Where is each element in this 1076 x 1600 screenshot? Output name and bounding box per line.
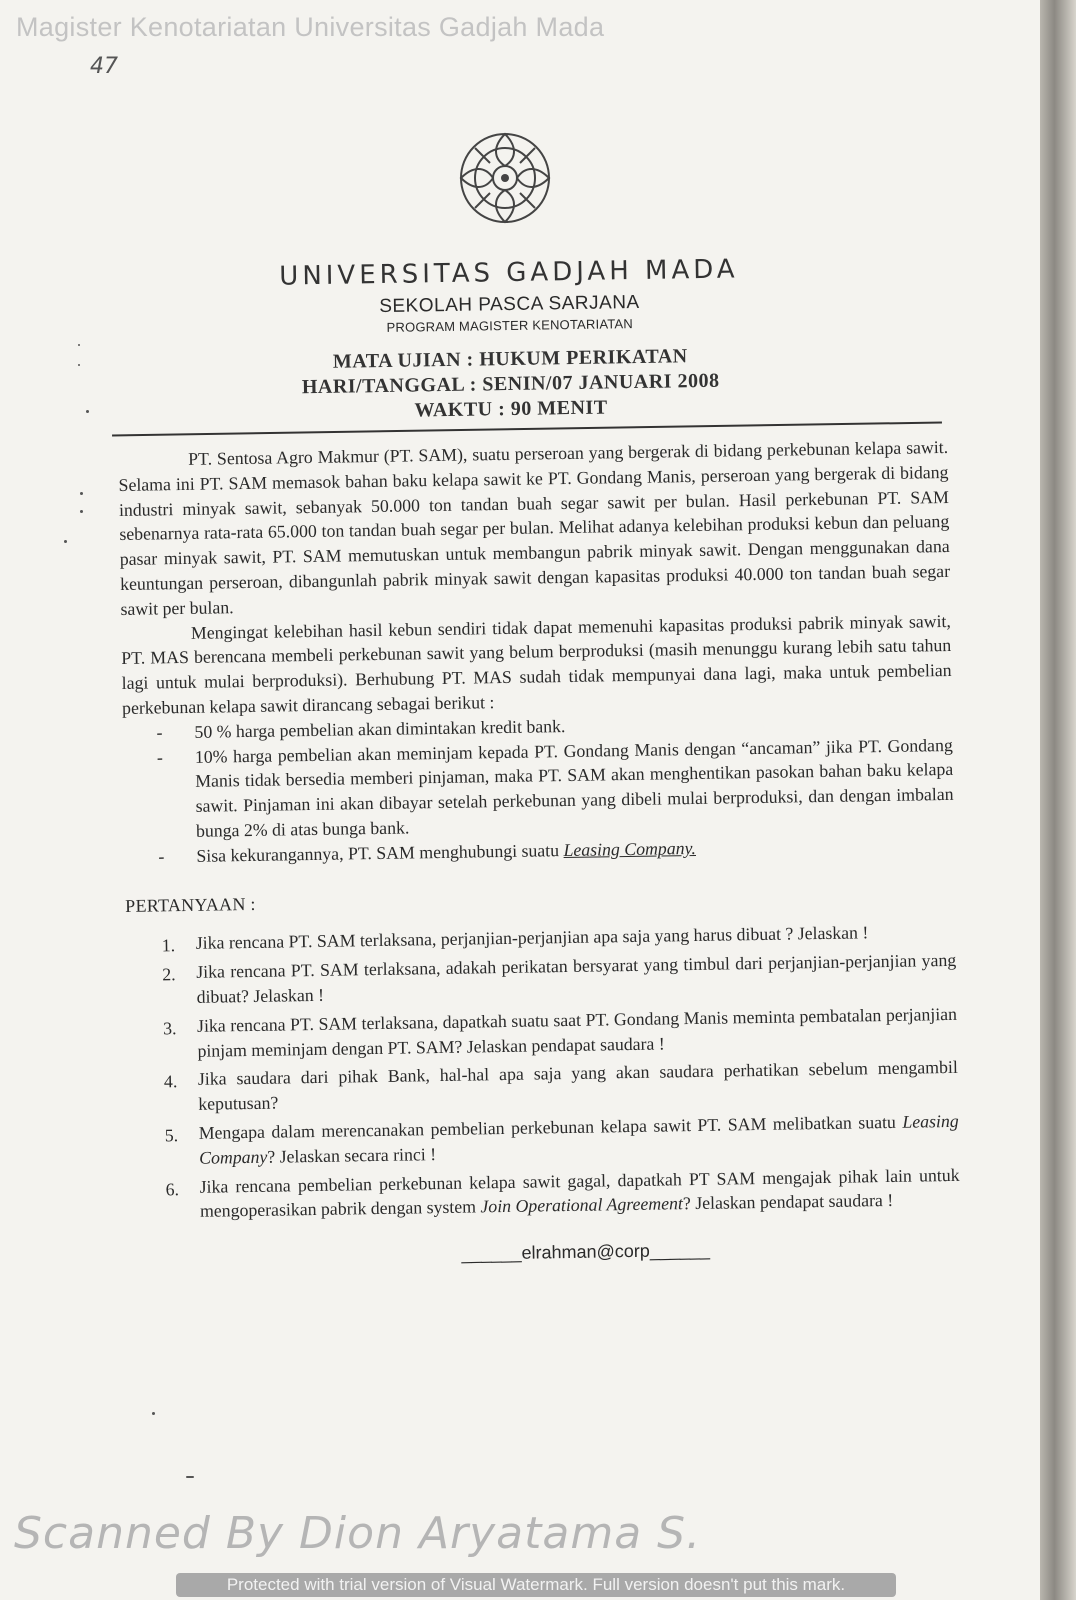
scan-speck [80, 492, 83, 495]
exam-body [118, 435, 961, 1272]
scan-speck [80, 510, 83, 513]
question-item [129, 1162, 960, 1225]
question-number: 1. [161, 935, 176, 956]
scanner-credit-watermark: Scanned By Dion Aryatama S. [14, 1508, 702, 1559]
question-item [127, 1002, 958, 1065]
scan-speck [78, 344, 80, 346]
question-number: 3. [162, 1017, 177, 1039]
scan-speck [186, 1476, 194, 1478]
university-name: UNIVERSITAS GADJAH MADA [279, 254, 739, 292]
exam-header [199, 253, 821, 427]
bullet-dash: - [156, 746, 163, 767]
question-number: 4. [163, 1071, 178, 1092]
question-text: ? Jelaskan secara rinci ! [267, 1143, 437, 1167]
exam-subject: MATA UJIAN : HUKUM PERIKATAN [332, 345, 688, 373]
case-paragraph-2: Mengingat kelebihan hasil kebun sendiri tidak dapat memenuhi kapasitas produksi pabrik minyak sawit, PT. MAS berencana membeli perkebunan sawit yang belum berproduksi (masih menunggu kurang lebih satu tahun lagi untuk mulai berproduksi). Berhubung PT. MAS sudah tidak mempunyai dana lagi, maka untuk pembelian perkebunan kelapa sawit dirancang sebagai berikut : [121, 610, 952, 718]
bullet-text: 10% harga pembelian akan meminjam kepada PT. Gondang Manis dengan “ancaman” jika PT. Gondang Manis tidak bersedia memberi pinjaman, maka PT. SAM akan menghentikan pasokan bahan baku kelapa sawit. Pinjaman ini akan dibayar setelah perkebunan yang dibeli mulai berproduksi, dan dengan imbalan bunga 2% di atas bunga bank. [194, 734, 954, 841]
question-text: Jika rencana PT. SAM terlaksana, dapatkah suatu saat PT. Gondang Manis meminta pembatalan perjanjian pinjam meminjam dengan PT. SAM? Jelaskan pendapat saudara ! [196, 1003, 958, 1061]
bullet-dash: - [158, 846, 165, 867]
question-number: 2. [162, 964, 176, 985]
question-item [126, 948, 957, 1011]
school-name: SEKOLAH PASCA SARJANA [379, 291, 640, 318]
university-seal-icon [455, 128, 555, 228]
exam-date: HARI/TANGGAL : SENIN/07 JANUARI 2008 [301, 369, 720, 399]
question-text: Jika rencana PT. SAM terlaksana, adakah perikatan bersyarat yang timbul dari perjanjian-perjanjian yang dibuat? Jelaskan ! [196, 950, 957, 1007]
questions-heading: PERTANYAAN : [125, 893, 256, 916]
question-text: Jika saudara dari pihak Bank, hal-hal apa saja yang akan saudara perhatikan sebelum mengambil keputusan? [197, 1057, 958, 1114]
bullet-dash: - [156, 722, 163, 743]
watermark-text: Magister Kenotariatan Universitas Gadjah Mada [16, 12, 605, 42]
question-number: 5. [164, 1125, 179, 1146]
scan-speck [64, 540, 67, 543]
list-item [123, 732, 954, 844]
scan-speck [86, 410, 89, 413]
question-item [128, 1055, 959, 1118]
questions-list [126, 919, 960, 1225]
question-italic-term: Leasing Company [198, 1110, 959, 1168]
trial-watermark-banner: Protected with trial version of Visual Watermark. Full version doesn't put this mark. [176, 1573, 896, 1597]
scan-speck [152, 1412, 155, 1415]
bullet-text: Sisa kekurangannya, PT. SAM menghubungi suatu [196, 839, 560, 866]
scan-speck [78, 364, 80, 366]
bullet-italic-term: Leasing Company. [563, 837, 697, 860]
exam-info [200, 342, 821, 427]
question-text: Mengapa dalam merencanakan pembelian perkebunan kelapa sawit PT. SAM melibatkan suatu [198, 1111, 903, 1143]
book-spine-edge [1040, 0, 1076, 1600]
question-text: ? Jelaskan pendapat saudara ! [682, 1190, 894, 1214]
bullet-text: 50 % harga pembelian akan dimintakan kredit bank. [194, 715, 566, 742]
exam-time: WAKTU : 90 MENIT [414, 396, 608, 422]
handwritten-page-number: 47 [90, 54, 118, 79]
program-name: PROGRAM MAGISTER KENOTARIATAN [386, 316, 634, 335]
question-italic-term: Join Operational Agreement [480, 1193, 684, 1217]
financing-plan-list [122, 708, 954, 870]
question-text: Jika rencana PT. SAM terlaksana, perjanjian-perjanjian apa saja yang harus dibuat ? Jelaskan ! [195, 922, 869, 954]
case-paragraph-1: PT. Sentosa Agro Makmur (PT. SAM), suatu perseroan yang bergerak di bidang perkebunan kelapa sawit. Selama ini PT. SAM memasok bahan baku kelapa sawit ke PT. Gondang Manis, perseroan yang bergerak di bidang industri minyak sawit, sebanyak 50.000 ton tandan buah segar sawit per bulan. Hasil perkebunan PT. SAM sebenarnya rata-rata 65.000 ton tandan buah segar per bulan. Melihat adanya kelebihan produksi kebun dan peluang pasar minyak sawit, PT. SAM memutuskan untuk membangun pabrik minyak sawit. Dengan menggunakan dana keuntungan perseroan, dibangunlah pabrik minyak sawit dengan kapasitas produksi 40.000 ton tandan buah segar sawit per bulan. [118, 436, 951, 619]
question-item [129, 1109, 960, 1172]
question-number: 6. [165, 1178, 180, 1199]
question-text: Jika rencana pembelian perkebunan kelapa sawit gagal, dapatkah PT SAM mengajak pihak lain untuk mengoperasikan pabrik dengan system [199, 1164, 960, 1222]
signature-line: ______elrahman@corp______ [461, 1239, 711, 1264]
